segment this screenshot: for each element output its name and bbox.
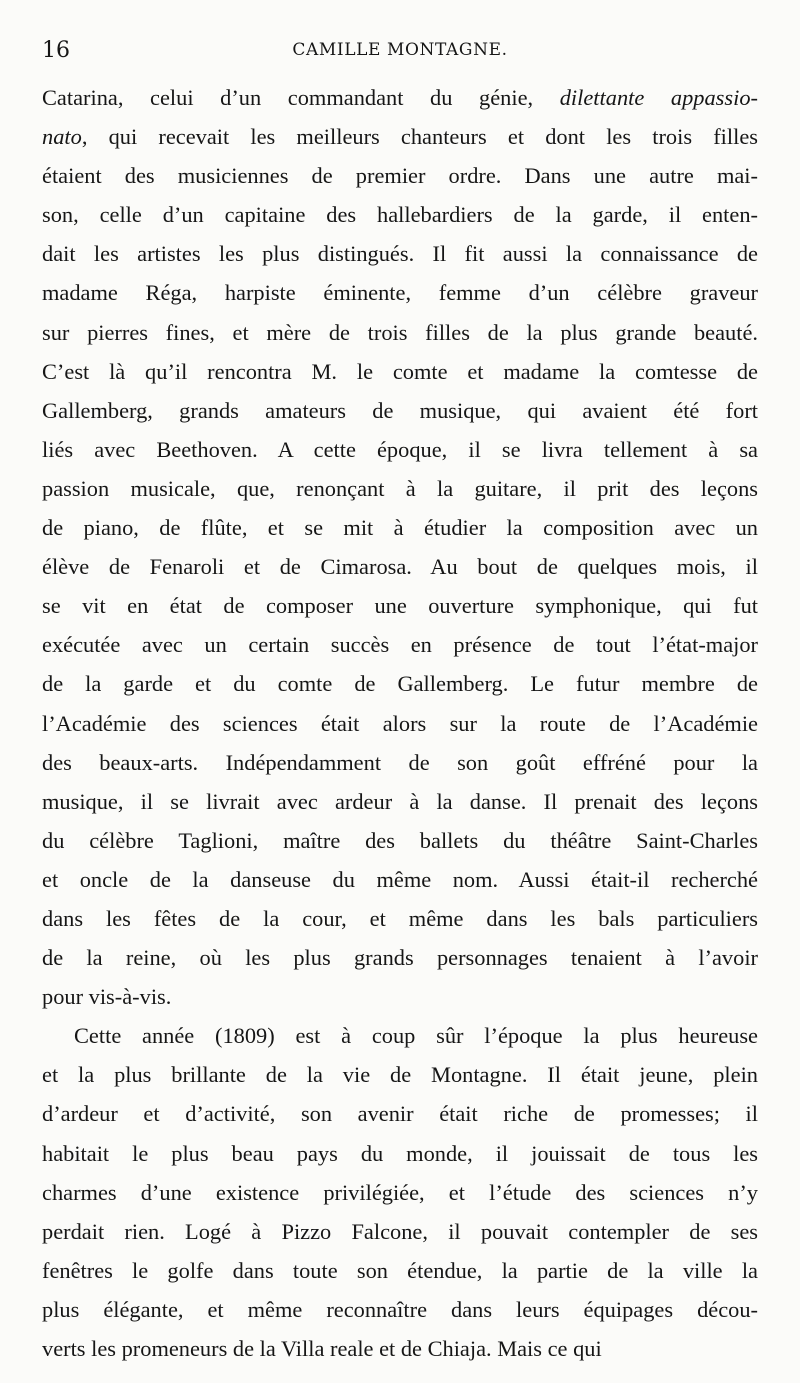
text-run: exécutée avec un certain succès en présence de tout l’état-major [42, 632, 758, 658]
text-run: l’Académie des sciences était alors sur la route de l’Académie [42, 710, 758, 736]
text-line [42, 704, 758, 743]
text-run: madame Réga, harpiste éminente, femme d’un célèbre graveur [42, 280, 758, 306]
text-line [42, 977, 758, 1016]
text-run: se vit en état de composer une ouverture symphonique, qui fut [42, 593, 758, 619]
paragraph-2 [42, 1016, 758, 1368]
paragraph-1 [42, 78, 758, 1016]
text-line [42, 352, 758, 391]
text-run: des beaux-arts. Indépendamment de son goût effréné pour la [42, 749, 758, 775]
text-run: Gallemberg, grands amateurs de musique, qui avaient été fort [42, 397, 758, 423]
text-line [42, 469, 758, 508]
text-run: verts les promeneurs de la Villa reale et de Chiaja. Mais ce qui [42, 1336, 602, 1361]
text-run: du célèbre Taglioni, maître des ballets du théâtre Saint-Charles [42, 827, 758, 853]
text-line [42, 430, 758, 469]
text-run: étaient des musiciennes de premier ordre. Dans une autre mai- [42, 163, 758, 189]
text-line [42, 821, 758, 860]
text-line [42, 1173, 758, 1212]
text-line [42, 938, 758, 977]
italic-text: dilettante appassio- [559, 85, 758, 110]
text-run: passion musicale, que, renonçant à la guitare, il prit des leçons [42, 475, 758, 501]
text-line [42, 1251, 758, 1290]
body-text [42, 78, 758, 1368]
text-run: de la garde et du comte de Gallemberg. Le futur membre de [42, 671, 758, 697]
text-line [42, 234, 758, 273]
text-run: perdait rien. Logé à Pizzo Falcone, il pouvait contempler de ses [42, 1218, 758, 1244]
page-number: 16 [42, 38, 70, 63]
text-run: C’est là qu’il rencontra M. le comte et madame la comtesse de [42, 358, 758, 384]
text-line [42, 156, 758, 195]
text-run: et oncle de la danseuse du même nom. Aussi était-il recherché [42, 866, 758, 892]
running-title: CAMILLE MONTAGNE. [292, 40, 508, 60]
text-line [42, 313, 758, 352]
text-line [42, 1134, 758, 1173]
text-run: élève de Fenaroli et de Cimarosa. Au bout de quelques mois, il [42, 554, 758, 580]
text-line [42, 273, 758, 312]
text-run: , qui recevait les meilleurs chanteurs et dont les trois filles [81, 124, 758, 150]
text-line [42, 508, 758, 547]
text-run: dait les artistes les plus distingués. Il fit aussi la connaissance de [42, 241, 758, 267]
text-run: charmes d’une existence privilégiée, et l’étude des sciences n’y [42, 1179, 758, 1205]
text-line [42, 547, 758, 586]
text-line [42, 1094, 758, 1133]
text-line [42, 1016, 758, 1055]
text-run: Cette année (1809) est à coup sûr l’époque la plus heureuse [74, 1023, 758, 1049]
text-line [42, 743, 758, 782]
text-line [42, 664, 758, 703]
text-line [42, 391, 758, 430]
text-run: dans les fêtes de la cour, et même dans les bals particuliers [42, 905, 758, 931]
text-run: habitait le plus beau pays du monde, il jouissait de tous les [42, 1140, 758, 1166]
text-line [42, 625, 758, 664]
text-line [42, 1290, 758, 1329]
text-run: musique, il se livrait avec ardeur à la danse. Il prenait des leçons [42, 788, 758, 814]
text-line [42, 1212, 758, 1251]
text-run: pour vis-à-vis. [42, 984, 172, 1010]
text-run: de piano, de flûte, et se mit à étudier la composition avec un [42, 515, 758, 541]
italic-text: nato [42, 124, 82, 150]
text-line [42, 78, 758, 117]
text-line [42, 117, 758, 156]
text-run: Catarina, celui d’un commandant du génie, [42, 85, 560, 110]
text-line [42, 195, 758, 234]
text-line [42, 860, 758, 899]
text-line [42, 899, 758, 938]
text-run: son, celle d’un capitaine des hallebardiers de la garde, il enten- [42, 202, 758, 228]
text-line [42, 1055, 758, 1094]
running-head [42, 34, 758, 70]
text-run: sur pierres fines, et mère de trois filles de la plus grande beauté. [42, 319, 758, 345]
text-run: et la plus brillante de la vie de Montagne. Il était jeune, plein [42, 1062, 758, 1088]
text-run: d’ardeur et d’activité, son avenir était riche de promesses; il [42, 1101, 758, 1127]
text-run: plus élégante, et même reconnaître dans leurs équipages décou- [42, 1296, 758, 1322]
text-run: de la reine, où les plus grands personnages tenaient à l’avoir [42, 945, 758, 971]
text-run: liés avec Beethoven. A cette époque, il se livra tellement à sa [42, 436, 758, 462]
text-run: fenêtres le golfe dans toute son étendue, la partie de la ville la [42, 1257, 758, 1283]
text-line [42, 782, 758, 821]
text-line [42, 1329, 758, 1368]
text-line [42, 586, 758, 625]
